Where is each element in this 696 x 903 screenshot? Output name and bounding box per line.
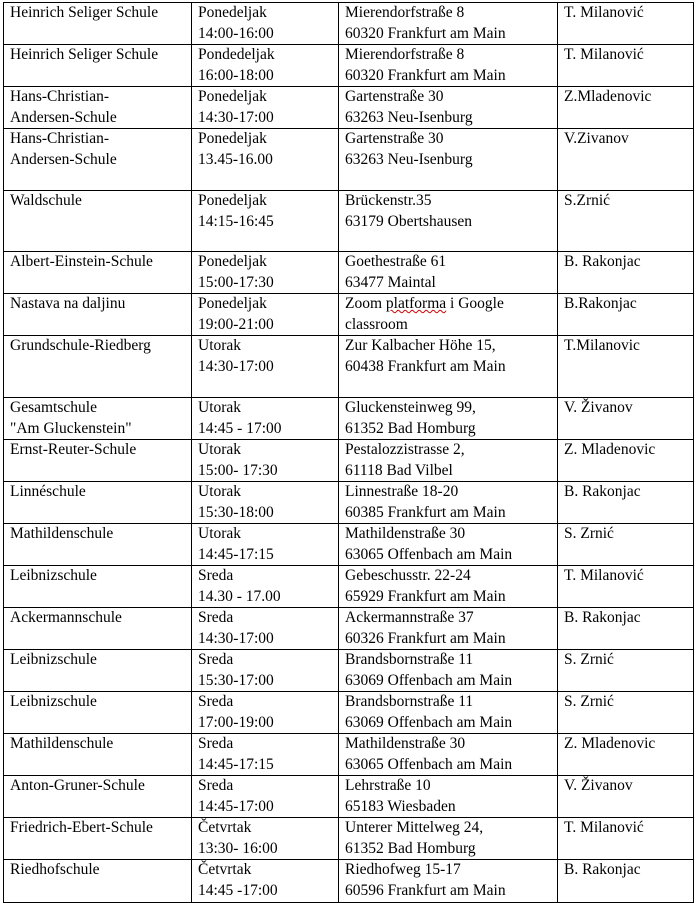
day-time-cell: Ponedeljak 19:00-21:00 [192,294,339,336]
teacher-cell: B. Rakonjac [558,860,694,903]
table-row [4,398,694,440]
school-cell: Ernst-Reuter-Schule [4,440,192,482]
day-time-cell: Pondedeljak 16:00-18:00 [192,45,339,87]
school-cell: Leibnizschule [4,566,192,608]
day-time-cell: Sreda 14.30 - 17.00 [192,566,339,608]
schedule-body [4,3,694,903]
schedule-table [3,2,694,903]
table-row [4,860,694,903]
teacher-cell: T. Milanović [558,818,694,860]
address-cell: Brückenstr.35 63179 Obertshausen [339,191,558,252]
address-cell: Gluckensteinweg 99, 61352 Bad Homburg [339,398,558,440]
school-cell: Waldschule [4,191,192,252]
teacher-cell: B. Rakonjac [558,482,694,524]
teacher-cell: Z. Mladenovic [558,734,694,776]
address-cell: Riedhofweg 15-17 60596 Frankfurt am Main [339,860,558,903]
table-row [4,440,694,482]
school-cell: Heinrich Seliger Schule [4,3,192,45]
teacher-cell: S. Zrnić [558,650,694,692]
school-cell: Friedrich-Ebert-Schule [4,818,192,860]
teacher-cell: B. Rakonjac [558,252,694,294]
day-time-cell: Utorak 14:30-17:00 [192,336,339,398]
address-cell: Ackermannstraße 37 60326 Frankfurt am Main [339,608,558,650]
address-cell: Mathildenstraße 30 63065 Offenbach am Main [339,734,558,776]
school-cell: Mathildenschule [4,524,192,566]
day-time-cell: Utorak 14:45 - 17:00 [192,398,339,440]
table-row [4,734,694,776]
address-cell: Mathildenstraße 30 63065 Offenbach am Main [339,524,558,566]
day-time-cell: Utorak 14:45-17:15 [192,524,339,566]
address-cell: Gebeschusstr. 22-24 65929 Frankfurt am Main [339,566,558,608]
school-cell: Mathildenschule [4,734,192,776]
day-time-cell: Četvrtak 14:45 -17:00 [192,860,339,903]
address-cell: Linnestraße 18-20 60385 Frankfurt am Main [339,482,558,524]
address-cell [339,294,558,336]
day-time-cell: Ponedeljak 14:00-16:00 [192,3,339,45]
address-cell: Unterer Mittelweg 24, 61352 Bad Homburg [339,818,558,860]
table-row [4,294,694,336]
address-cell: Gartenstraße 30 63263 Neu-Isenburg [339,129,558,191]
day-time-cell: Utorak 15:00- 17:30 [192,440,339,482]
teacher-cell: T. Milanović [558,3,694,45]
table-row [4,3,694,45]
day-time-cell: Sreda 17:00-19:00 [192,692,339,734]
school-cell: Linnéschule [4,482,192,524]
teacher-cell: B. Rakonjac [558,608,694,650]
day-time-cell: Utorak 15:30-18:00 [192,482,339,524]
teacher-cell: V. Živanov [558,398,694,440]
address-cell: Goethestraße 61 63477 Maintal [339,252,558,294]
day-time-cell: Sreda 14:45-17:00 [192,776,339,818]
school-cell: Riedhofschule [4,860,192,903]
address-cell: Zur Kalbacher Höhe 15, 60438 Frankfurt am Main [339,336,558,398]
teacher-cell: V. Živanov [558,776,694,818]
school-cell: Leibnizschule [4,692,192,734]
school-cell: Heinrich Seliger Schule [4,45,192,87]
address-cell: Gartenstraße 30 63263 Neu-Isenburg [339,87,558,129]
address-cell: Lehrstraße 10 65183 Wiesbaden [339,776,558,818]
teacher-cell: S.Zrnić [558,191,694,252]
address-cell: Mierendorfstraße 8 60320 Frankfurt am Main [339,3,558,45]
teacher-cell: B.Rakonjac [558,294,694,336]
table-row [4,566,694,608]
table-row [4,336,694,398]
school-cell: Grundschule-Riedberg [4,336,192,398]
school-cell: Leibnizschule [4,650,192,692]
teacher-cell: T.Milanovic [558,336,694,398]
table-row [4,524,694,566]
teacher-cell: Z. Mladenovic [558,440,694,482]
table-row [4,191,694,252]
teacher-cell: V.Zivanov [558,129,694,191]
address-cell: Brandsbornstraße 11 63069 Offenbach am Main [339,692,558,734]
school-cell: Anton-Gruner-Schule [4,776,192,818]
school-cell: Hans-Christian- Andersen-Schule [4,129,192,191]
day-time-cell: Četvrtak 13:30- 16:00 [192,818,339,860]
table-row [4,129,694,191]
day-time-cell: Ponedeljak 14:30-17:00 [192,87,339,129]
table-row [4,818,694,860]
table-row [4,45,694,87]
day-time-cell: Sreda 14:30-17:00 [192,608,339,650]
table-row [4,608,694,650]
school-cell: Hans-Christian- Andersen-Schule [4,87,192,129]
spellcheck-word: platforma [385,295,447,312]
table-row [4,87,694,129]
school-cell: Gesamtschule "Am Gluckenstein" [4,398,192,440]
school-cell: Albert-Einstein-Schule [4,252,192,294]
teacher-cell: T. Milanović [558,566,694,608]
school-cell: Nastava na daljinu [4,294,192,336]
address-text: i Google classroom [345,295,504,333]
table-row [4,252,694,294]
table-row [4,692,694,734]
address-cell: Pestalozzistrasse 2, 61118 Bad Vilbel [339,440,558,482]
day-time-cell: Ponedeljak 15:00-17:30 [192,252,339,294]
address-cell: Mierendorfstraße 8 60320 Frankfurt am Main [339,45,558,87]
teacher-cell: S. Zrnić [558,692,694,734]
address-text: Zoom [345,295,386,312]
table-row [4,650,694,692]
table-row [4,482,694,524]
teacher-cell: T. Milanović [558,45,694,87]
address-cell: Brandsbornstraße 11 63069 Offenbach am Main [339,650,558,692]
day-time-cell: Ponedeljak 13.45-16.00 [192,129,339,191]
teacher-cell: S. Zrnić [558,524,694,566]
day-time-cell: Sreda 14:45-17:15 [192,734,339,776]
day-time-cell: Sreda 15:30-17:00 [192,650,339,692]
day-time-cell: Ponedeljak 14:15-16:45 [192,191,339,252]
teacher-cell: Z.Mladenovic [558,87,694,129]
school-cell: Ackermannschule [4,608,192,650]
table-row [4,776,694,818]
